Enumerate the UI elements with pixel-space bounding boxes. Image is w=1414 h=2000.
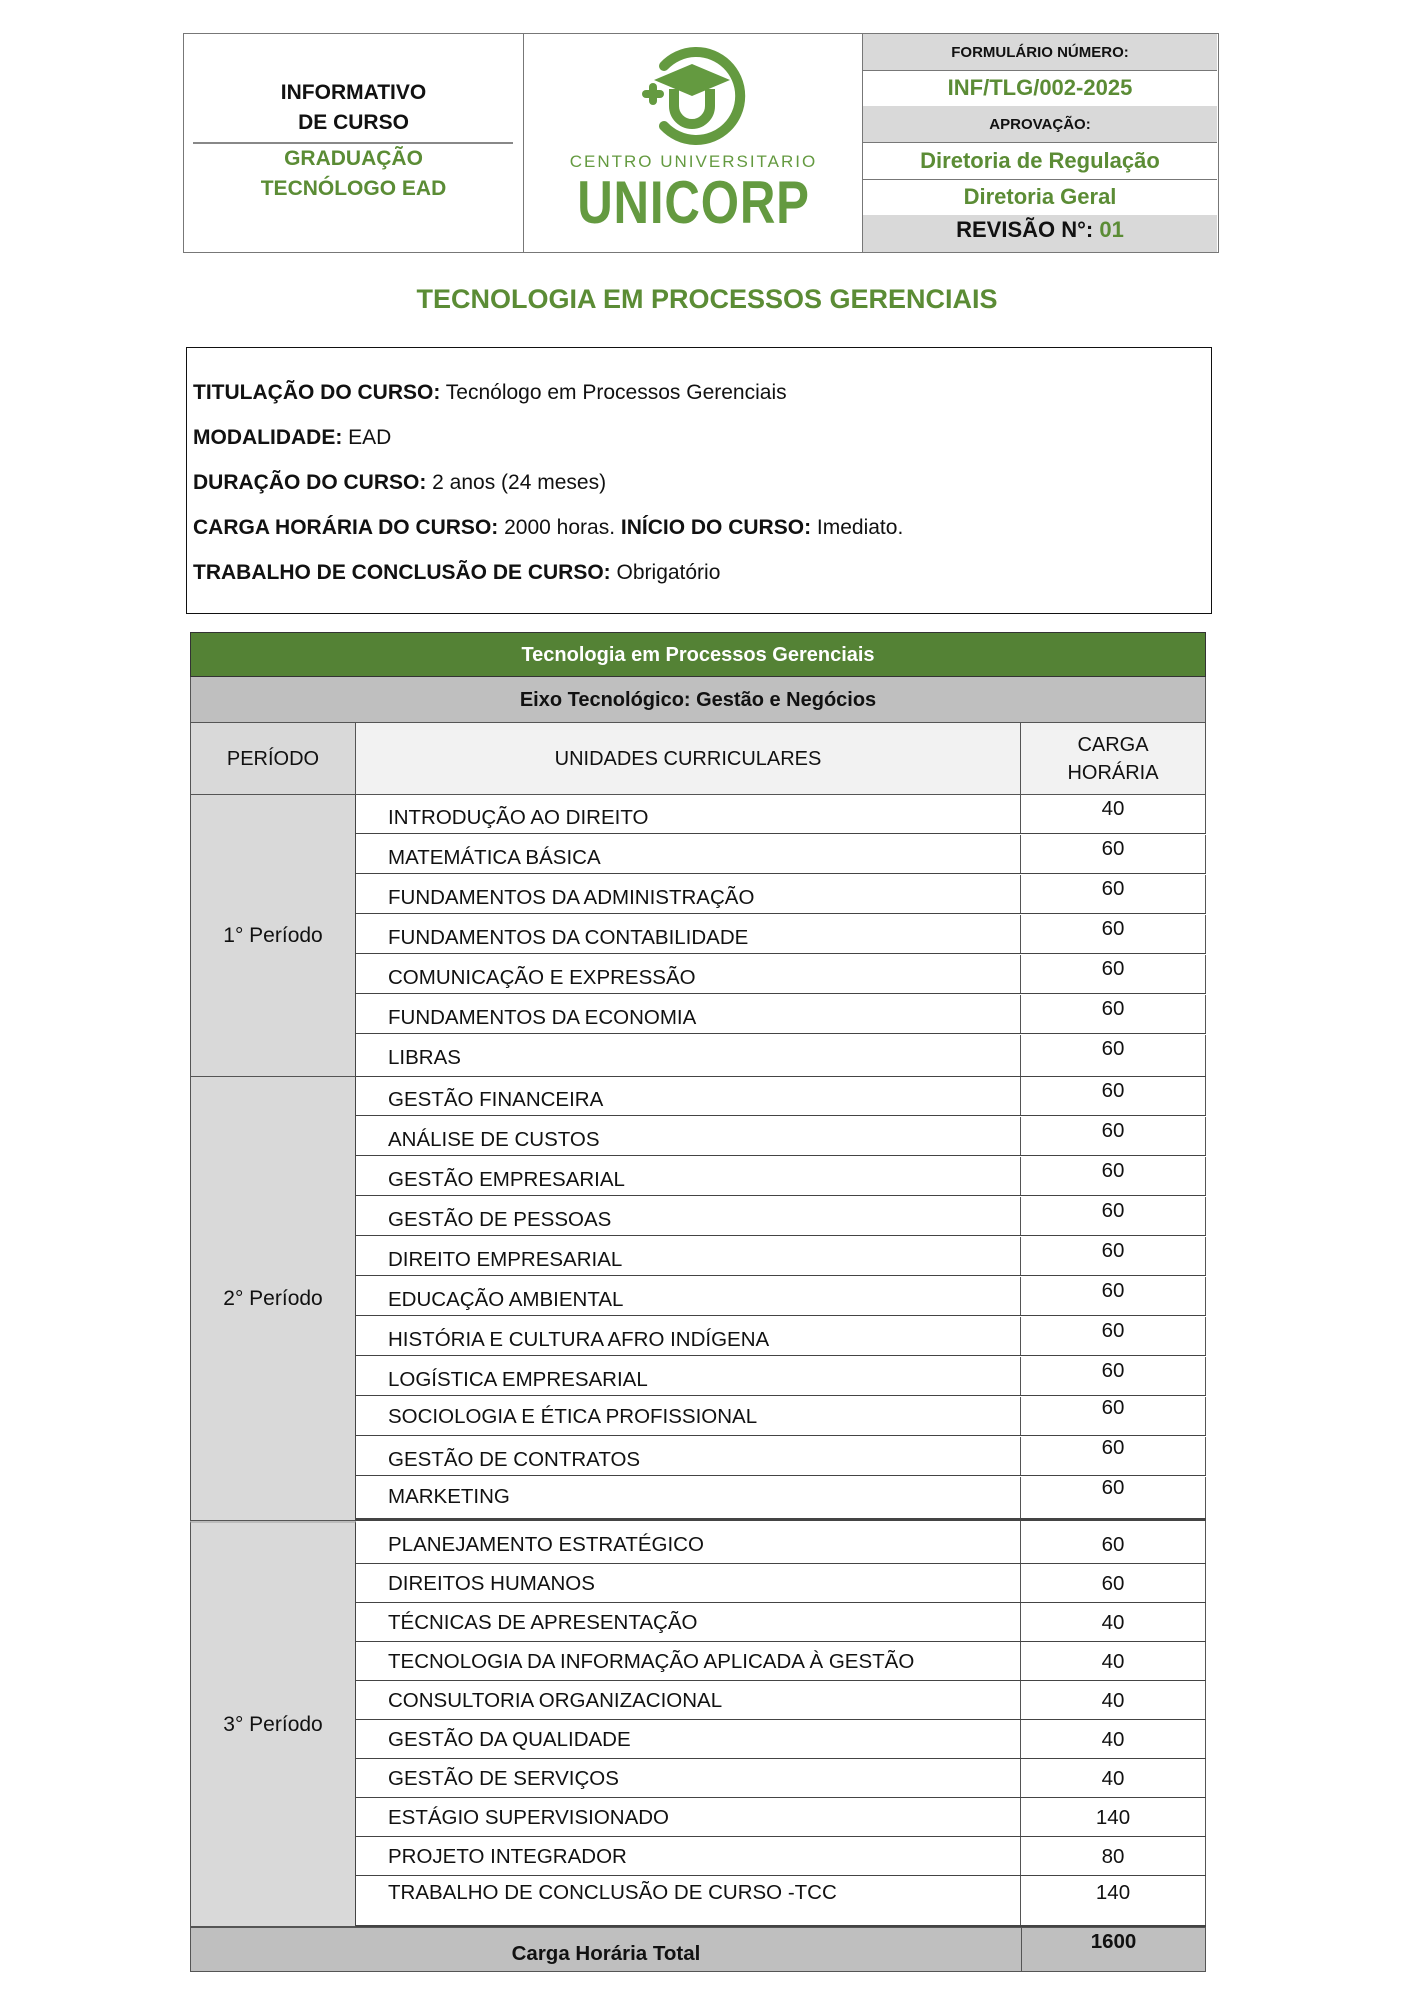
uc-name: GESTÃO EMPRESARIAL <box>356 1157 1021 1195</box>
uc-name: COMUNICAÇÃO E EXPRESSÃO <box>356 955 1021 993</box>
duracao-label: DURAÇÃO DO CURSO: <box>193 471 427 494</box>
table-row <box>356 1477 1206 1521</box>
uc-hours: 40 <box>1021 1759 1206 1797</box>
info-duracao <box>193 460 1211 505</box>
uc-name: EDUCAÇÃO AMBIENTAL <box>356 1277 1021 1315</box>
total-value: 1600 <box>1090 1930 1137 1953</box>
uc-name: GESTÃO FINANCEIRA <box>356 1077 1021 1115</box>
uc-name: LIBRAS <box>356 1035 1021 1076</box>
page-title: TECNOLOGIA EM PROCESSOS GERENCIAIS <box>416 284 998 314</box>
total-row <box>190 1927 1206 1972</box>
inicio-label: INÍCIO DO CURSO: <box>620 516 812 539</box>
table-row <box>356 1798 1206 1837</box>
uc-hours: 60 <box>1021 1157 1206 1195</box>
uc-hours: 40 <box>1021 1681 1206 1719</box>
uc-hours: 40 <box>1021 1603 1206 1641</box>
table-row <box>356 915 1206 954</box>
col-header-unidades: UNIDADES CURRICULARES <box>356 723 1021 795</box>
info-carga <box>193 505 1211 550</box>
uc-hours: 60 <box>1021 1437 1206 1475</box>
curriculum-title: Tecnologia em Processos Gerenciais <box>190 632 1206 677</box>
uc-name: GESTÃO DE PESSOAS <box>356 1197 1021 1235</box>
uc-hours: 60 <box>1021 1317 1206 1355</box>
document-header <box>183 33 1219 253</box>
uc-name: GESTÃO DE CONTRATOS <box>356 1437 1021 1475</box>
modalidade-value: EAD <box>348 426 392 449</box>
uc-name: ANÁLISE DE CUSTOS <box>356 1117 1021 1155</box>
header-title-line1: INFORMATIVO <box>280 81 427 104</box>
uc-name: MATEMÁTICA BÁSICA <box>356 835 1021 873</box>
table-row <box>356 1521 1206 1564</box>
uc-name: FUNDAMENTOS DA ADMINISTRAÇÃO <box>356 875 1021 913</box>
uc-name: FUNDAMENTOS DA CONTABILIDADE <box>356 915 1021 953</box>
uc-name: TRABALHO DE CONCLUSÃO DE CURSO -TCC <box>356 1876 1021 1925</box>
table-row <box>356 1603 1206 1642</box>
uc-hours: 40 <box>1021 1720 1206 1758</box>
header-subtitle-line2: TECNÓLOGO EAD <box>260 177 447 200</box>
carga-value: 2000 horas. <box>504 516 616 539</box>
uc-hours: 60 <box>1021 995 1206 1033</box>
uc-name: GESTÃO DA QUALIDADE <box>356 1720 1021 1758</box>
revision <box>863 215 1217 252</box>
table-row <box>356 1759 1206 1798</box>
table-row <box>356 875 1206 914</box>
header-subtitle-line1: GRADUAÇÃO <box>284 147 423 170</box>
uc-hours: 60 <box>1021 1035 1206 1076</box>
table-row <box>356 1237 1206 1276</box>
table-row <box>356 1642 1206 1681</box>
uc-name: INTRODUÇÃO AO DIREITO <box>356 795 1021 833</box>
uc-hours: 60 <box>1021 1237 1206 1275</box>
course-info-box <box>186 347 1212 614</box>
uc-hours: 60 <box>1021 1397 1206 1435</box>
col-header-carga-line1: CARGA <box>1077 733 1149 756</box>
table-row <box>356 1035 1206 1077</box>
table-row <box>356 955 1206 994</box>
uc-hours: 140 <box>1021 1798 1206 1836</box>
info-modalidade <box>193 415 1211 460</box>
uc-hours: 60 <box>1021 875 1206 913</box>
uc-hours: 80 <box>1021 1837 1206 1875</box>
table-row <box>356 1837 1206 1876</box>
table-row <box>356 1437 1206 1476</box>
table-row <box>356 795 1206 834</box>
uc-name: MARKETING <box>356 1477 1021 1518</box>
uc-hours: 60 <box>1021 1077 1206 1115</box>
uc-hours: 60 <box>1021 1521 1206 1563</box>
form-number-label: FORMULÁRIO NÚMERO: <box>863 34 1217 71</box>
carga-label: CARGA HORÁRIA DO CURSO: <box>193 516 499 539</box>
col-header-carga-line2: HORÁRIA <box>1067 761 1159 784</box>
col-header-carga <box>1021 723 1206 795</box>
table-row <box>356 1564 1206 1603</box>
revision-value: 01 <box>1099 217 1124 242</box>
table-row <box>356 1357 1206 1396</box>
curriculum-eixo: Eixo Tecnológico: Gestão e Negócios <box>190 677 1206 723</box>
graduation-cap-u-icon <box>634 44 754 148</box>
uc-name: DIREITO EMPRESARIAL <box>356 1237 1021 1275</box>
tcc-value: Obrigatório <box>616 561 721 584</box>
uc-hours: 60 <box>1021 1277 1206 1315</box>
uc-hours: 60 <box>1021 835 1206 873</box>
form-number-value: INF/TLG/002-2025 <box>863 70 1217 107</box>
approval-label: APROVAÇÃO: <box>863 106 1217 143</box>
uc-name: TÉCNICAS DE APRESENTAÇÃO <box>356 1603 1021 1641</box>
uc-hours: 60 <box>1021 1357 1206 1395</box>
uc-hours: 60 <box>1021 1197 1206 1235</box>
table-row <box>356 1157 1206 1196</box>
uc-name: GESTÃO DE SERVIÇOS <box>356 1759 1021 1797</box>
uc-name: CONSULTORIA ORGANIZACIONAL <box>356 1681 1021 1719</box>
period-2-label: 2° Período <box>190 1077 356 1521</box>
uc-name: LOGÍSTICA EMPRESARIAL <box>356 1357 1021 1395</box>
info-titulacao <box>193 370 1211 415</box>
approval-regulacao: Diretoria de Regulação <box>863 142 1217 180</box>
logo-name: UNICORP <box>577 169 810 236</box>
uc-hours: 60 <box>1021 1117 1206 1155</box>
uc-name: FUNDAMENTOS DA ECONOMIA <box>356 995 1021 1033</box>
uc-hours: 40 <box>1021 795 1206 833</box>
uc-hours: 60 <box>1021 915 1206 953</box>
table-row <box>356 1277 1206 1316</box>
table-row <box>356 995 1206 1034</box>
uc-name: PLANEJAMENTO ESTRATÉGICO <box>356 1521 1021 1563</box>
titulacao-value: Tecnólogo em Processos Gerenciais <box>445 381 787 404</box>
duracao-value: 2 anos (24 meses) <box>432 471 607 494</box>
uc-name: TECNOLOGIA DA INFORMAÇÃO APLICADA À GESTÃO <box>356 1642 1021 1680</box>
approval-geral: Diretoria Geral <box>863 179 1217 216</box>
table-row <box>356 1876 1206 1927</box>
table-row <box>356 1197 1206 1236</box>
revision-label: REVISÃO N°: <box>956 217 1094 242</box>
uc-hours: 40 <box>1021 1642 1206 1680</box>
uc-hours: 60 <box>1021 955 1206 993</box>
table-row <box>356 835 1206 874</box>
uc-name: HISTÓRIA E CULTURA AFRO INDÍGENA <box>356 1317 1021 1355</box>
header-title-line2: DE CURSO <box>298 111 409 134</box>
form-meta <box>863 34 1217 252</box>
header-course-info <box>184 34 524 252</box>
uc-name: ESTÁGIO SUPERVISIONADO <box>356 1798 1021 1836</box>
total-label: Carga Horária Total <box>191 1928 1022 1971</box>
info-tcc <box>193 550 1211 595</box>
unicorp-logo <box>524 34 863 252</box>
table-row <box>356 1397 1206 1436</box>
table-row <box>356 1117 1206 1156</box>
col-header-periodo: PERÍODO <box>190 723 356 795</box>
period-1-label: 1° Período <box>190 795 356 1077</box>
uc-name: DIREITOS HUMANOS <box>356 1564 1021 1602</box>
uc-hours: 60 <box>1021 1477 1206 1518</box>
table-row <box>356 1720 1206 1759</box>
table-row <box>356 1681 1206 1720</box>
period-3-label: 3° Período <box>190 1521 356 1927</box>
titulacao-label: TITULAÇÃO DO CURSO: <box>193 381 441 404</box>
inicio-value: Imediato. <box>816 516 904 539</box>
uc-hours: 60 <box>1021 1564 1206 1602</box>
table-row <box>356 1317 1206 1356</box>
tcc-label: TRABALHO DE CONCLUSÃO DE CURSO: <box>193 561 611 584</box>
uc-hours: 140 <box>1021 1876 1206 1925</box>
uc-name: SOCIOLOGIA E ÉTICA PROFISSIONAL <box>356 1397 1021 1435</box>
logo-tagline: CENTRO UNIVERSITARIO <box>569 152 818 171</box>
uc-name: PROJETO INTEGRADOR <box>356 1837 1021 1875</box>
modalidade-label: MODALIDADE: <box>193 426 343 449</box>
table-row <box>356 1077 1206 1116</box>
